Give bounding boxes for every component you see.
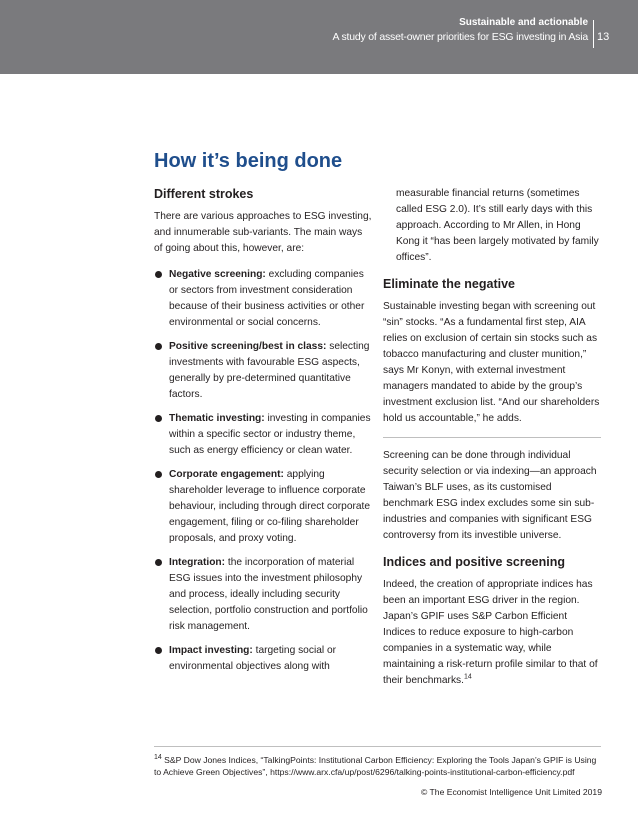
- bullet-icon: [155, 415, 162, 422]
- copyright: © The Economist Intelligence Unit Limited 2019: [420, 787, 602, 797]
- bullet-term: Integration:: [169, 557, 226, 568]
- footnote-ref[interactable]: 14: [463, 673, 472, 681]
- heading-different-strokes: Different strokes: [154, 187, 254, 201]
- paragraph-eliminate-2: Screening can be done through individual security selection or via indexing—an approach Taiwan’s BLF uses, as its customised benchmark ESG index excludes some sin sub-industries and companies with significant ESG controversy from its investible universe.: [383, 450, 597, 541]
- paragraph-indices: [383, 577, 601, 689]
- bullet-icon: [155, 647, 162, 654]
- footnote-number: 14: [154, 754, 162, 762]
- report-subtitle: A study of asset-owner priorities for ESG investing in Asia: [332, 31, 588, 43]
- intro-paragraph: There are various approaches to ESG investing, and innumerable sub-variants. The main ways of going about this, however, are:: [154, 211, 372, 254]
- left-column: [154, 186, 372, 683]
- right-column: [383, 186, 601, 689]
- bullet-term: Positive screening/best in class:: [169, 341, 327, 352]
- list-item: [154, 467, 372, 547]
- bullet-text: applying shareholder leverage to influence corporate behaviour, including through direct corporate engagement, filing or co-filing shareholder proposals, and proxy voting.: [169, 469, 371, 544]
- footnote: [154, 754, 604, 778]
- page-number: 13: [597, 31, 610, 43]
- list-item: [154, 643, 372, 675]
- report-title: Sustainable and actionable: [459, 17, 588, 28]
- heading-indices: Indices and positive screening: [383, 555, 566, 569]
- paragraph-indices-text: Indeed, the creation of appropriate indices has been an important ESG driver in the region. Japan’s GPIF uses S&P Carbon Efficient Indices to reduce exposure to high-carbon companies in a systematic way, while maintaining a risk-return profile similar to that of their benchmarks.: [383, 579, 598, 686]
- bullet-term: Impact investing:: [169, 645, 253, 656]
- bullet-term: Thematic investing:: [169, 413, 265, 424]
- header-band: [0, 0, 638, 74]
- list-item: [154, 339, 372, 403]
- list-item: [154, 267, 372, 331]
- bullet-continuation: measurable financial returns (sometimes called ESG 2.0). It’s still early days with this approach. According to Mr Allen, in Hong Kong it “has been largely motivated by family offices”.: [396, 188, 599, 263]
- bullet-icon: [155, 271, 162, 278]
- footnote-divider: [154, 746, 601, 747]
- section-title: How it’s being done: [154, 150, 343, 172]
- bullet-text: the incorporation of material ESG issues into the investment philosophy and process, ideally including security selection, portfolio construction and portfolio risk management.: [169, 557, 368, 632]
- bullet-icon: [155, 343, 162, 350]
- bullet-text: targeting social or environmental objectives along with: [169, 645, 337, 672]
- header-divider: [593, 20, 594, 48]
- bullet-icon: [155, 559, 162, 566]
- paragraph-divider: [383, 437, 601, 438]
- footnote-text: S&P Dow Jones Indices, “TalkingPoints: Institutional Carbon Efficiency: Exploring the Tools Japan’s GPIF is Using to Achieve Green Objectives”, https://www.arx.cfa/up/post/6296/talking-points-institutional-carbon-efficiency.pdf: [154, 755, 597, 777]
- bullet-text: excluding companies or sectors from investment consideration because of their business activities or other environmental or social concerns.: [169, 269, 365, 328]
- approaches-list: [154, 267, 372, 675]
- list-item: [154, 555, 372, 635]
- paragraph-eliminate-1: Sustainable investing began with screening out “sin” stocks. “As a fundamental first step, AIA relies on exclusion of certain sin stocks such as tobacco manufacturing and cluster munition,” says Mr Konyn, with external investment managers mandated to abide by the group’s investment exclusion list. “And our shareholders hold us accountable,” he adds.: [383, 301, 600, 424]
- heading-eliminate-negative: Eliminate the negative: [383, 277, 515, 291]
- bullet-term: Corporate engagement:: [169, 469, 284, 480]
- bullet-icon: [155, 471, 162, 478]
- bullet-text: investing in companies within a specific sector or industry theme, such as energy efficiency or clean water.: [169, 413, 371, 456]
- list-item: [154, 411, 372, 459]
- bullet-text: selecting investments with favourable ESG aspects, generally by pre-determined quantitative factors.: [169, 341, 370, 400]
- bullet-term: Negative screening:: [169, 269, 266, 280]
